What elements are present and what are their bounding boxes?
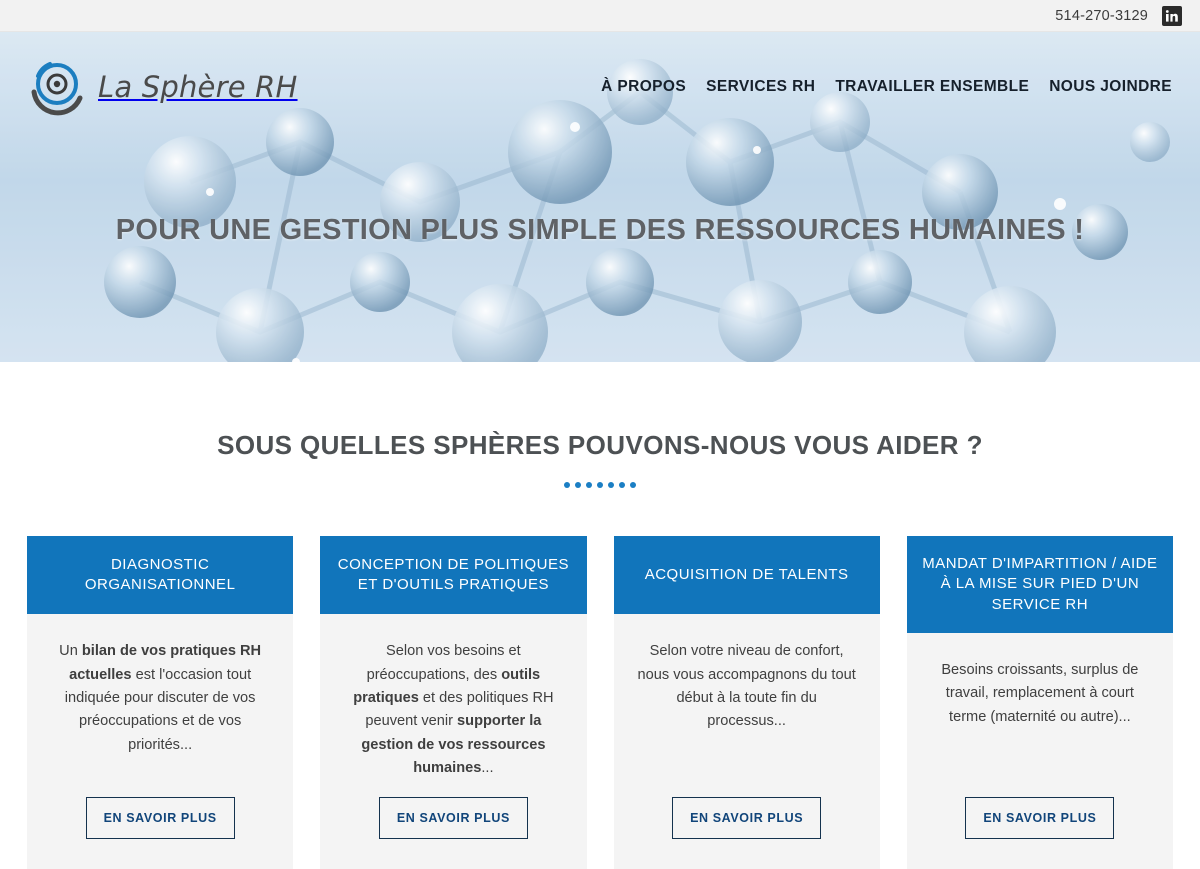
site-header <box>0 32 1200 142</box>
service-card-impartition[interactable] <box>907 536 1173 869</box>
card-description: Selon votre niveau de confort, nous vous accompagnons du tout début à la toute fin du processus... <box>637 643 856 730</box>
card-title: ACQUISITION DE TALENTS <box>614 536 880 614</box>
card-description: Besoins croissants, surplus de travail, remplacement à court terme (maternité ou autre)... <box>941 661 1139 725</box>
nav-item-a-propos[interactable]: À PROPOS <box>601 78 687 95</box>
divider-dot <box>575 482 581 488</box>
section-divider-dots <box>0 482 1200 488</box>
divider-dot <box>597 482 603 488</box>
learn-more-button[interactable]: EN SAVOIR PLUS <box>379 797 528 839</box>
divider-dot <box>630 482 636 488</box>
section-title: SOUS QUELLES SPHÈRES POUVONS-NOUS VOUS AIDER ? <box>217 429 983 460</box>
utility-topbar <box>0 0 1200 32</box>
service-card-politiques[interactable] <box>320 536 586 869</box>
divider-dot <box>608 482 614 488</box>
service-card-talents[interactable] <box>614 536 880 869</box>
divider-dot <box>586 482 592 488</box>
hero-headline: POUR UNE GESTION PLUS SIMPLE DES RESSOURCES HUMAINES ! <box>115 214 1085 246</box>
card-title: MANDAT D'IMPARTITION / AIDE À LA MISE SUR PIED D'UN SERVICE RH <box>907 536 1173 633</box>
divider-dot <box>619 482 625 488</box>
card-description: Un bilan de vos pratiques RH actuelles est l'occasion tout indiquée pour discuter de vos préoccupations et de vos priorités... <box>59 643 262 753</box>
card-footer <box>907 797 1173 869</box>
main-navigation <box>601 78 1178 96</box>
site-logo[interactable] <box>26 56 298 118</box>
card-description: Selon vos besoins et préoccupations, des outils pratiques et des politiques RH peuvent venir supporter la gestion de vos ressources humaines... <box>353 643 554 776</box>
card-footer <box>27 797 293 869</box>
nav-item-travailler-ensemble[interactable]: TRAVAILLER ENSEMBLE <box>835 78 1030 95</box>
spheres-section <box>0 362 1200 869</box>
service-cards <box>0 536 1200 869</box>
linkedin-icon[interactable] <box>1162 6 1182 26</box>
card-title: DIAGNOSTIC ORGANISATIONNEL <box>27 536 293 614</box>
service-card-diagnostic[interactable] <box>27 536 293 869</box>
learn-more-button[interactable]: EN SAVOIR PLUS <box>672 797 821 839</box>
divider-dot <box>564 482 570 488</box>
learn-more-button[interactable]: EN SAVOIR PLUS <box>965 797 1114 839</box>
nav-item-nous-joindre[interactable]: NOUS JOINDRE <box>1049 78 1172 95</box>
learn-more-button[interactable]: EN SAVOIR PLUS <box>86 797 235 839</box>
nav-item-services-rh[interactable]: SERVICES RH <box>706 78 816 95</box>
card-footer <box>614 797 880 869</box>
card-footer <box>320 797 586 869</box>
hero-banner <box>0 32 1200 362</box>
logo-text: La Sphère RH <box>98 70 298 104</box>
sphere-logo-icon <box>26 56 88 118</box>
card-title: CONCEPTION DE POLITIQUES ET D'OUTILS PRATIQUES <box>320 536 586 614</box>
phone-number[interactable]: 514-270-3129 <box>1055 7 1148 24</box>
